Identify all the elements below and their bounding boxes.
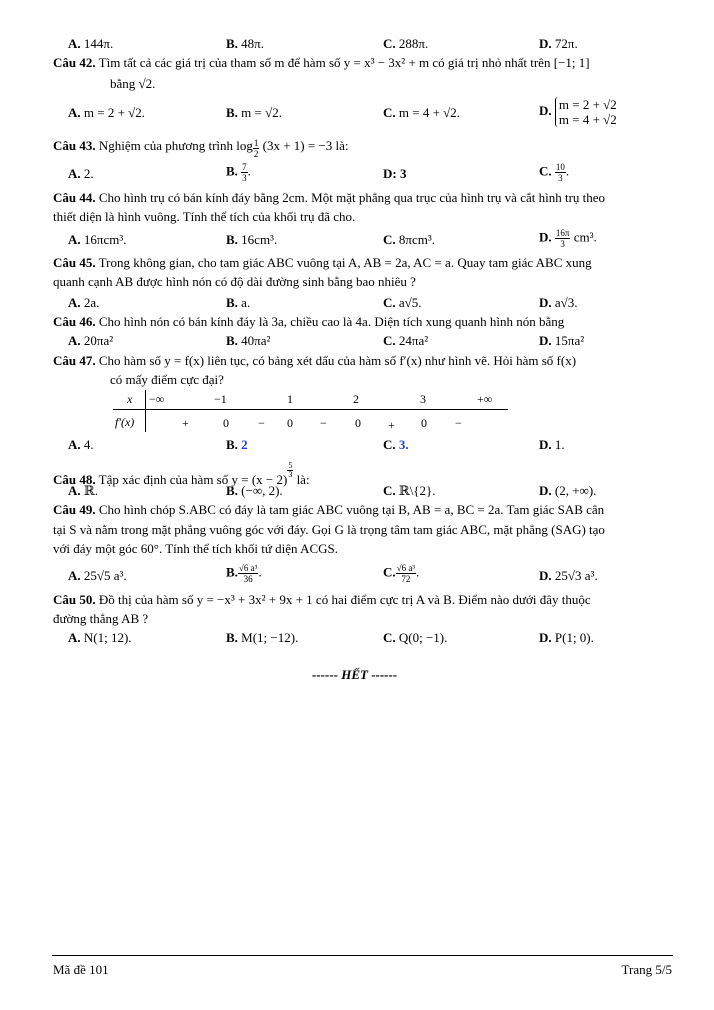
q43-option-a: A. 2. bbox=[68, 166, 94, 181]
table-sign: 0 bbox=[223, 416, 229, 430]
q49-stem-2: tại S và nằm trong mặt phẳng vuông góc với đáy. Gọi G là trọng tâm tam giác ABC, mặt phẳng (SAG) tạo bbox=[53, 522, 605, 537]
q49-option-b: B. $\frac{\text{√6 a³}}{36}$ . bbox=[226, 563, 262, 584]
table-x-val: 3 bbox=[420, 392, 426, 406]
table-f-label: f′(x) bbox=[115, 415, 135, 429]
q44-option-c: C. 8πcm³. bbox=[383, 232, 435, 247]
q42-option-a: A. m = 2 + √2. bbox=[68, 105, 146, 120]
q46-stem: Câu 46. Cho hình nón có bán kính đáy là 3a, chiều cao là 4a. Diện tích xung quanh hình nón bằng bbox=[53, 314, 565, 329]
q46-option-d: D. 15πa² bbox=[539, 333, 585, 348]
q49-option-a: A. 25√5 a³. bbox=[68, 568, 127, 583]
q44-stem-2: thiết diện là hình vuông. Tính thể tích của khối trụ đã cho. bbox=[53, 209, 356, 224]
q44-option-a: A. 16πcm³. bbox=[68, 232, 127, 247]
q49-stem: Câu 49. Cho hình chóp S.ABC có đáy là tam giác ABC vuông tại B, AB = a, BC = 2a. Tam giác SAB cân bbox=[53, 502, 605, 517]
q48-option-a: A. ℝ. bbox=[68, 483, 98, 498]
table-sign: − bbox=[455, 416, 462, 430]
q50-option-d: D. P(1; 0). bbox=[539, 630, 594, 645]
q48-option-d: D. (2, +∞). bbox=[539, 483, 597, 498]
q45-option-b: B. a. bbox=[226, 295, 251, 310]
footer-page-number: Trang 5/5 bbox=[621, 962, 672, 977]
q50-option-b: B. M(1; −12). bbox=[226, 630, 299, 645]
q41-option-a: A. 144π. bbox=[68, 36, 114, 51]
table-x-val: 2 bbox=[353, 392, 359, 406]
q47-stem: Câu 47. Cho hàm số y = f(x) liên tục, có bảng xét dấu của hàm số f′(x) như hình vẽ. Hỏi hàm số f(x) bbox=[53, 353, 577, 368]
q47-option-d: D. 1. bbox=[539, 437, 565, 452]
q45-option-c: C. a√5. bbox=[383, 295, 422, 310]
table-sign: 0 bbox=[421, 416, 427, 430]
q44-option-d: D. $\frac{16\pi}{3}$ cm³. bbox=[539, 228, 597, 249]
table-x-val: −∞ bbox=[149, 392, 165, 406]
table-x-val: −1 bbox=[214, 392, 227, 406]
q42-stem: Câu 42. Tìm tất cả các giá trị của tham số m để hàm số y = x³ − 3x² + m có giá trị nhỏ nhất trên [−1; 1] bbox=[53, 55, 590, 70]
q44-option-b: B. 16cm³. bbox=[226, 232, 278, 247]
q47-option-a: A. 4. bbox=[68, 437, 94, 452]
q43-option-d: C. $\frac{10}{3}$ . bbox=[539, 162, 570, 183]
q43-option-b: B. $\frac{7}{3}$ . bbox=[226, 162, 251, 183]
q49-option-c: C. $\frac{\text{√6 a³}}{72}$ . bbox=[383, 563, 420, 584]
q49-stem-3: với đáy một góc 60°. Tính thể tích khối tứ diện ACGS. bbox=[53, 541, 339, 556]
q45-stem: Câu 45. Trong không gian, cho tam giác ABC vuông tại A, AB = 2a, AC = a. Quay tam giác ABC xung bbox=[53, 255, 592, 270]
table-sign: 0 bbox=[355, 416, 361, 430]
q45-option-a: A. 2a. bbox=[68, 295, 100, 310]
q48-option-b: B. (−∞, 2). bbox=[226, 483, 283, 498]
sign-table bbox=[113, 390, 508, 434]
q48-option-c: C. ℝ\{2}. bbox=[383, 483, 436, 498]
table-hline bbox=[113, 409, 508, 410]
q50-stem-2: đường thẳng AB ? bbox=[53, 611, 149, 626]
q42-option-c: C. m = 4 + √2. bbox=[383, 105, 461, 120]
q41-option-b: B. 48π. bbox=[226, 36, 264, 51]
q41-option-c: C. 288π. bbox=[383, 36, 429, 51]
table-sign: + bbox=[182, 416, 189, 430]
q45-option-d: D. a√3. bbox=[539, 295, 578, 310]
q47-option-c: C. 3. bbox=[383, 437, 409, 452]
q41-option-d: D. 72π. bbox=[539, 36, 578, 51]
q50-stem: Câu 50. Đồ thị của hàm số y = −x³ + 3x² + 9x + 1 có hai điểm cực trị A và B. Điểm nào dưới đây thuộc bbox=[53, 592, 591, 607]
table-x-val: 1 bbox=[287, 392, 293, 406]
q44-stem: Câu 44. Cho hình trụ có bán kính đáy bằng 2cm. Một mặt phẳng qua trục của hình trụ và cắt hình trụ theo bbox=[53, 190, 606, 205]
q47-stem-2: có mấy điểm cực đại? bbox=[110, 372, 224, 387]
q42-option-b: B. m = √2. bbox=[226, 105, 282, 120]
q50-option-c: C. Q(0; −1). bbox=[383, 630, 448, 645]
q42-option-d: D. m = 2 + √2 m = 4 + √2 bbox=[539, 97, 617, 127]
footer-rule bbox=[52, 955, 673, 956]
table-x-val: +∞ bbox=[477, 392, 493, 406]
table-x-label: x bbox=[127, 392, 133, 406]
table-sign: 0 bbox=[287, 416, 293, 430]
table-sign: − bbox=[320, 416, 327, 430]
end-marker: ------ HẾT ------ bbox=[312, 667, 398, 682]
q43-option-c: D: 3 bbox=[383, 166, 407, 181]
q46-option-a: A. 20πa² bbox=[68, 333, 114, 348]
footer-exam-code: Mã đề 101 bbox=[53, 962, 109, 977]
table-sign: + bbox=[388, 418, 395, 432]
q46-option-b: B. 40πa² bbox=[226, 333, 271, 348]
q50-option-a: A. N(1; 12). bbox=[68, 630, 132, 645]
q48-stem: Câu 48. Tập xác định của hàm số y = (x − 2) $\frac{5}{3}$ là: bbox=[53, 461, 310, 487]
q49-option-d: D. 25√3 a³. bbox=[539, 568, 598, 583]
q46-option-c: C. 24πa² bbox=[383, 333, 429, 348]
table-vline bbox=[145, 390, 146, 432]
table-sign: − bbox=[258, 416, 265, 430]
q47-option-b: B. 2 bbox=[226, 437, 248, 452]
q45-stem-2: quanh cạnh AB được hình nón có độ dài đường sinh bằng bao nhiêu ? bbox=[53, 274, 416, 289]
q42-stem-2: bằng √2. bbox=[110, 76, 156, 91]
q43-stem: Câu 43. Nghiệm của phương trình log $\frac{1}{2}$ (3x + 1) = −3 là: bbox=[53, 138, 349, 159]
